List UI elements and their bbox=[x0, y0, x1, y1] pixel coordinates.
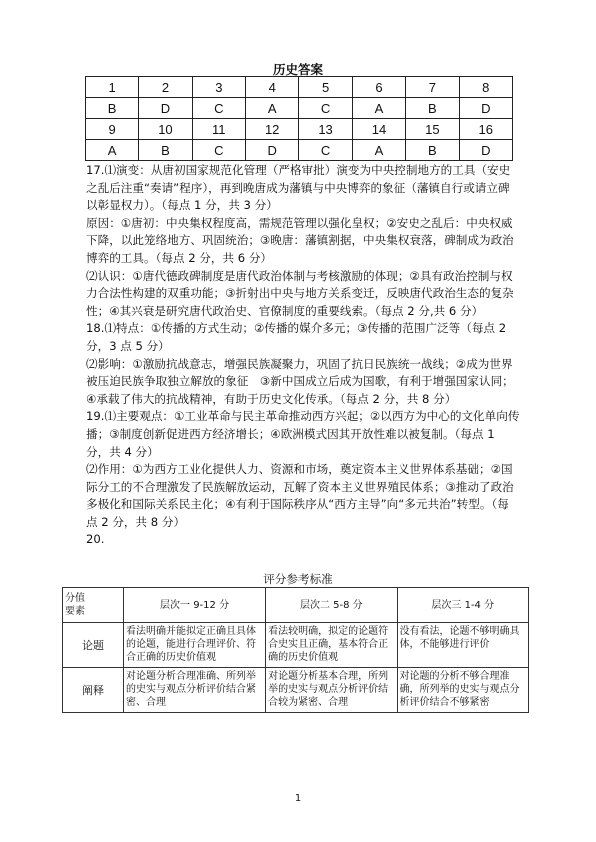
rubric-table bbox=[62, 587, 529, 713]
answer-cell: C bbox=[299, 98, 352, 119]
question-number-cell: 6 bbox=[352, 77, 405, 98]
question-number-cell: 15 bbox=[406, 119, 459, 140]
rubric-cell: 看法较明确，拟定的论题符合史实且正确，基本符合正确的历史价值观 bbox=[266, 623, 397, 668]
paragraph: 20. bbox=[86, 532, 105, 547]
rubric-cell: 对论题分析基本合理，所列举的史实与观点分析评价结合较为紧密、合理 bbox=[266, 668, 397, 713]
paragraph: ⑵影响：①激励抗战意志，增强民族凝聚力，巩固了抗日民族统一战线；②成为世界被压迫民族争取独立解放的象征 ③新中国成立后成为国歌，有利于增强国家认同；④承载了伟大的抗战精神，有助于历史文化传承。（每点 2 分，共 8 分） bbox=[86, 356, 514, 406]
question-number-cell: 1 bbox=[86, 77, 139, 98]
rubric-cell: 对论题分析合理准确、所列举的史实与观点分析评价结合紧密、合理 bbox=[124, 668, 266, 713]
rubric-cell: 没有看法，论题不够明确具体，不能够进行评价 bbox=[397, 623, 528, 668]
level-header: 层次二 5-8 分 bbox=[266, 588, 397, 623]
question-number-cell: 7 bbox=[406, 77, 459, 98]
paragraph: ⑵认识：①唐代德政碑制度是唐代政治体制与考核激励的体现；②具有政治控制与权力合法性构建的双重功能；③折射出中央与地方关系变迁，反映唐代政治生态的复杂性；④其兴衰是研究唐代政治史、官僚制度的重要线索。（每点 2 分,共 6 分） bbox=[86, 268, 514, 318]
answer-cell: C bbox=[192, 140, 245, 161]
rubric-cell: 看法明确并能拟定正确且具体的论题，能进行合理评价、符合正确的历史价值观 bbox=[124, 623, 266, 668]
level-header: 层次一 9-12 分 bbox=[124, 588, 266, 623]
answer-cell: D bbox=[139, 98, 192, 119]
question-number-cell: 3 bbox=[192, 77, 245, 98]
rubric-row-label: 论题 bbox=[63, 623, 124, 668]
rubric-row-label: 阐释 bbox=[63, 668, 124, 713]
answer-cell: A bbox=[245, 98, 298, 119]
answer-cell: A bbox=[86, 140, 139, 161]
answer-cell: C bbox=[192, 98, 245, 119]
question-number-cell: 2 bbox=[139, 77, 192, 98]
answer-cell: C bbox=[299, 140, 352, 161]
answer-cell: B bbox=[139, 140, 192, 161]
question-number-row bbox=[86, 77, 513, 98]
question-number-row bbox=[86, 119, 513, 140]
rubric-row bbox=[63, 668, 529, 713]
rubric-title: 评分参考标准 bbox=[263, 572, 333, 586]
question-number-cell: 5 bbox=[299, 77, 352, 98]
answer-row bbox=[86, 140, 513, 161]
rubric-cell: 对论题的分析不够合理准确，所列举的史实与观点分析评价结合不够紧密 bbox=[397, 668, 528, 713]
question-number-cell: 11 bbox=[192, 119, 245, 140]
question-number-cell: 10 bbox=[139, 119, 192, 140]
question-number-cell: 8 bbox=[459, 77, 512, 98]
paragraph: ⑵作用：①为西方工业化提供人力、资源和市场，奠定资本主义世界体系基础；②国际分工的不合理激发了民族解放运动，瓦解了资本主义世界殖民体系；③推动了政治多极化和国际关系民主化；④有利于国际秩序从“西方主导”向“多元共治”转型。（每点 2 分，共 8 分） bbox=[86, 462, 514, 529]
paragraph: 18.⑴特点：①传播的方式生动；②传播的媒介多元；③传播的范围广泛等（每点 2 分，3 点 5 分） bbox=[86, 321, 507, 353]
question-number-cell: 16 bbox=[459, 119, 512, 140]
question-number-cell: 14 bbox=[352, 119, 405, 140]
level-header: 层次三 1-4 分 bbox=[397, 588, 528, 623]
answer-cell: B bbox=[406, 98, 459, 119]
criteria-label-bottom: 要素 bbox=[65, 606, 85, 617]
answer-cell: D bbox=[459, 140, 512, 161]
answer-cell: A bbox=[352, 140, 405, 161]
answer-cell: B bbox=[406, 140, 459, 161]
answer-cell: D bbox=[245, 140, 298, 161]
page-number: 1 bbox=[294, 793, 302, 804]
answer-body bbox=[86, 162, 520, 549]
question-number-cell: 9 bbox=[86, 119, 139, 140]
paragraph: 原因：①唐初：中央集权程度高，需规范管理以强化皇权；②安史之乱后：中央权威下降，以此笼络地方、巩固统治；③晚唐：藩镇割据，中央集权衰落，碑制成为政治博弈的工具。（每点 2 分，共 6 分） bbox=[86, 215, 514, 265]
answer-table bbox=[85, 76, 513, 161]
criteria-header-cell bbox=[63, 588, 124, 623]
answer-cell: D bbox=[459, 98, 512, 119]
question-number-cell: 12 bbox=[245, 119, 298, 140]
answer-cell: B bbox=[86, 98, 139, 119]
paragraph: 17.⑴演变：从唐初国家规范化管理（严格审批）演变为中央控制地方的工具（安史之乱后注重“奏请”程序），再到晚唐成为藩镇与中央博弈的象征（藩镇自行或请立碑以彰显权力）。（每点 1 分，共 3 分） bbox=[86, 163, 511, 213]
question-number-cell: 4 bbox=[245, 77, 298, 98]
answer-cell: A bbox=[352, 98, 405, 119]
question-number-cell: 13 bbox=[299, 119, 352, 140]
rubric-header-row bbox=[63, 588, 529, 623]
rubric-row bbox=[63, 623, 529, 668]
answer-row bbox=[86, 98, 513, 119]
criteria-label-top: 分值 bbox=[65, 593, 85, 604]
paragraph: 19.⑴主要观点：①工业革命与民主革命推动西方兴起；②以西方为中心的文化单向传播；③制度创新促进西方经济增长；④欧洲模式因其开放性难以被复制。（每点 1 分，共 4 分） bbox=[86, 409, 520, 459]
page-title: 历史答案 bbox=[272, 62, 323, 77]
